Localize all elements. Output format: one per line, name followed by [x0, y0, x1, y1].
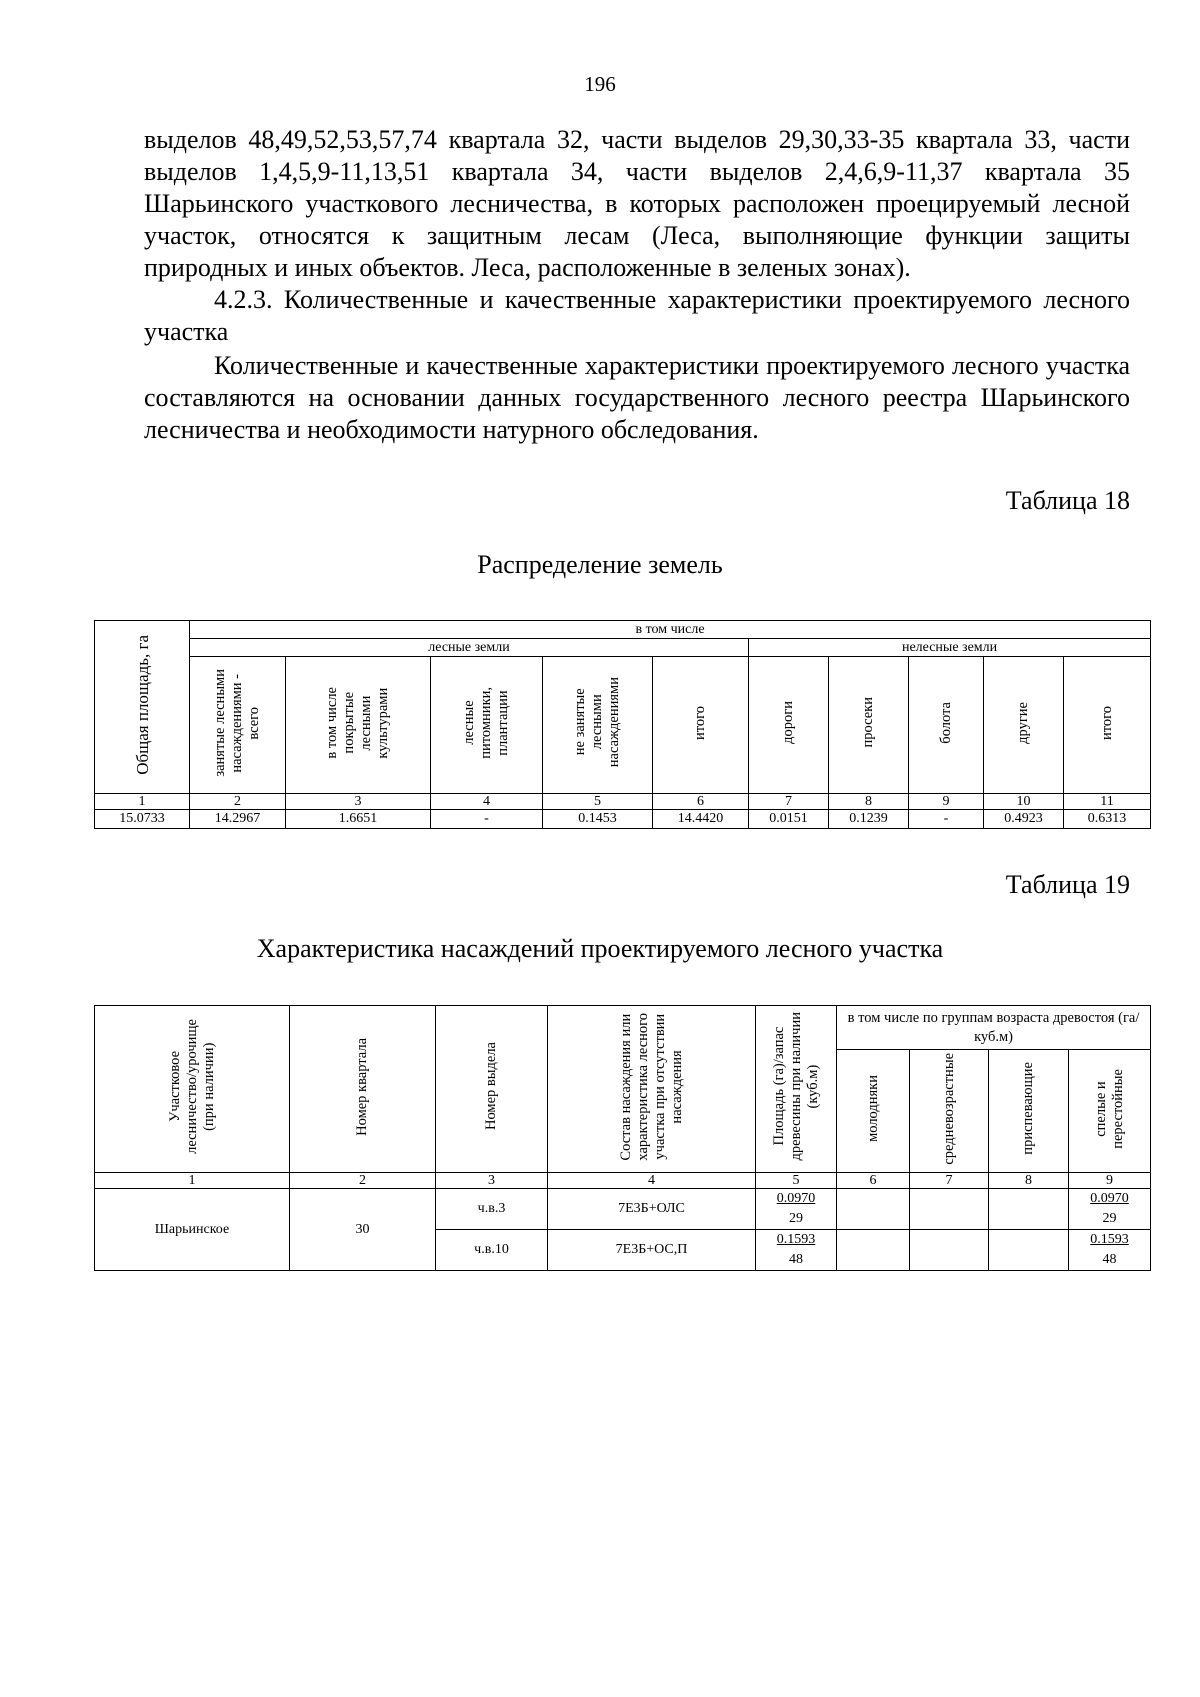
header-total-area: Общая площадь, га [95, 621, 190, 794]
mature-cell: 0.1593 48 [1069, 1230, 1151, 1271]
header-including: в том числе [190, 621, 1151, 639]
table-row: 15.0733 14.2967 1.6651 - 0.1453 14.4420 0.0151 0.1239 - 0.4923 0.6313 [95, 810, 1151, 829]
composition-cell: 7Е3Б+ОЛС [548, 1189, 756, 1230]
stand-characteristics-table [94, 1005, 1151, 1271]
quarter-cell: 30 [290, 1189, 436, 1271]
header-plot-number: Номер выдела [436, 1006, 548, 1173]
header-col-7: дороги [749, 657, 829, 794]
header-quarter-number: Номер квартала [290, 1006, 436, 1173]
table-19-label: Таблица 19 [1005, 870, 1130, 899]
header-col-4: лесные питомники, плантации [431, 657, 543, 794]
land-distribution-table [94, 620, 1151, 829]
page-number: 196 [584, 72, 616, 96]
table-18-label: Таблица 18 [1005, 486, 1130, 515]
forestry-cell: Шарьинское [95, 1189, 290, 1271]
header-col-2: занятые лесными насаждениями - всего [190, 657, 286, 794]
plot-cell: ч.в.3 [436, 1189, 548, 1230]
header-young: молодняки [837, 1050, 910, 1173]
plot-cell: ч.в.10 [436, 1230, 548, 1271]
column-numbers-row: 1 2 3 4 5 6 7 8 9 10 11 [95, 794, 1151, 810]
header-col-10: другие [984, 657, 1064, 794]
table-row [95, 1189, 1151, 1230]
paragraph-3: Количественные и качественные характеристики проектируемого лесного участка составляются на основании данных государственного лесного реестра Шарьинского лесничества и необходимости натурного обследования. [144, 351, 1130, 444]
header-age-groups: в том числе по группам возраста древостоя (га/куб.м) [837, 1006, 1151, 1050]
column-numbers-row: 1 2 3 4 5 6 7 8 9 [95, 1173, 1151, 1189]
area-stock-cell: 0.0970 29 [756, 1189, 837, 1230]
header-col-6: итого [653, 657, 749, 794]
table-19-title: Характеристика насаждений проектируемого лесного участка [256, 934, 944, 963]
header-area-stock: Площадь (га)/запас древесины при наличии (куб.м) [756, 1006, 837, 1173]
header-forest-lands: лесные земли [190, 639, 749, 657]
area-stock-cell: 0.1593 48 [756, 1230, 837, 1271]
table-18-title: Распределение земель [477, 550, 723, 579]
header-col-9: болота [909, 657, 984, 794]
paragraph-1: выделов 48,49,52,53,57,74 квартала 32, части выделов 29,30,33-35 квартала 33, части выделов 1,4,5,9-11,13,51 квартала 34, части выделов 2,4,6,9-11,37 квартала 35 Шарьинского участкового лесничества, в которых расположен проецируемый лесной участок, относятся к защитным лесам (Леса, выполняющие функции защиты природных и иных объектов. Леса, расположенные в зеленых зонах). [144, 125, 1130, 282]
header-col-11: итого [1064, 657, 1151, 794]
header-mature: спелые и перестойные [1069, 1050, 1151, 1173]
mature-cell: 0.0970 29 [1069, 1189, 1151, 1230]
header-col-8: просеки [829, 657, 909, 794]
header-nonforest-lands: нелесные земли [749, 639, 1151, 657]
composition-cell: 7Е3Б+ОС,П [548, 1230, 756, 1271]
header-maturing: приспевающие [989, 1050, 1069, 1173]
header-forestry: Участковое лесничество/урочище (при наличии) [95, 1006, 290, 1173]
section-heading: 4.2.3. Количественные и качественные характеристики проектируемого лесного участка [144, 285, 1130, 346]
header-middle-aged: средневозрастные [910, 1050, 989, 1173]
header-col-3: в том числе покрытые лесными культурами [286, 657, 431, 794]
header-composition: Состав насаждения или характеристика лесного участка при отсутствии насаждения [548, 1006, 756, 1173]
header-col-5: не занятые лесными насаждениями [543, 657, 653, 794]
